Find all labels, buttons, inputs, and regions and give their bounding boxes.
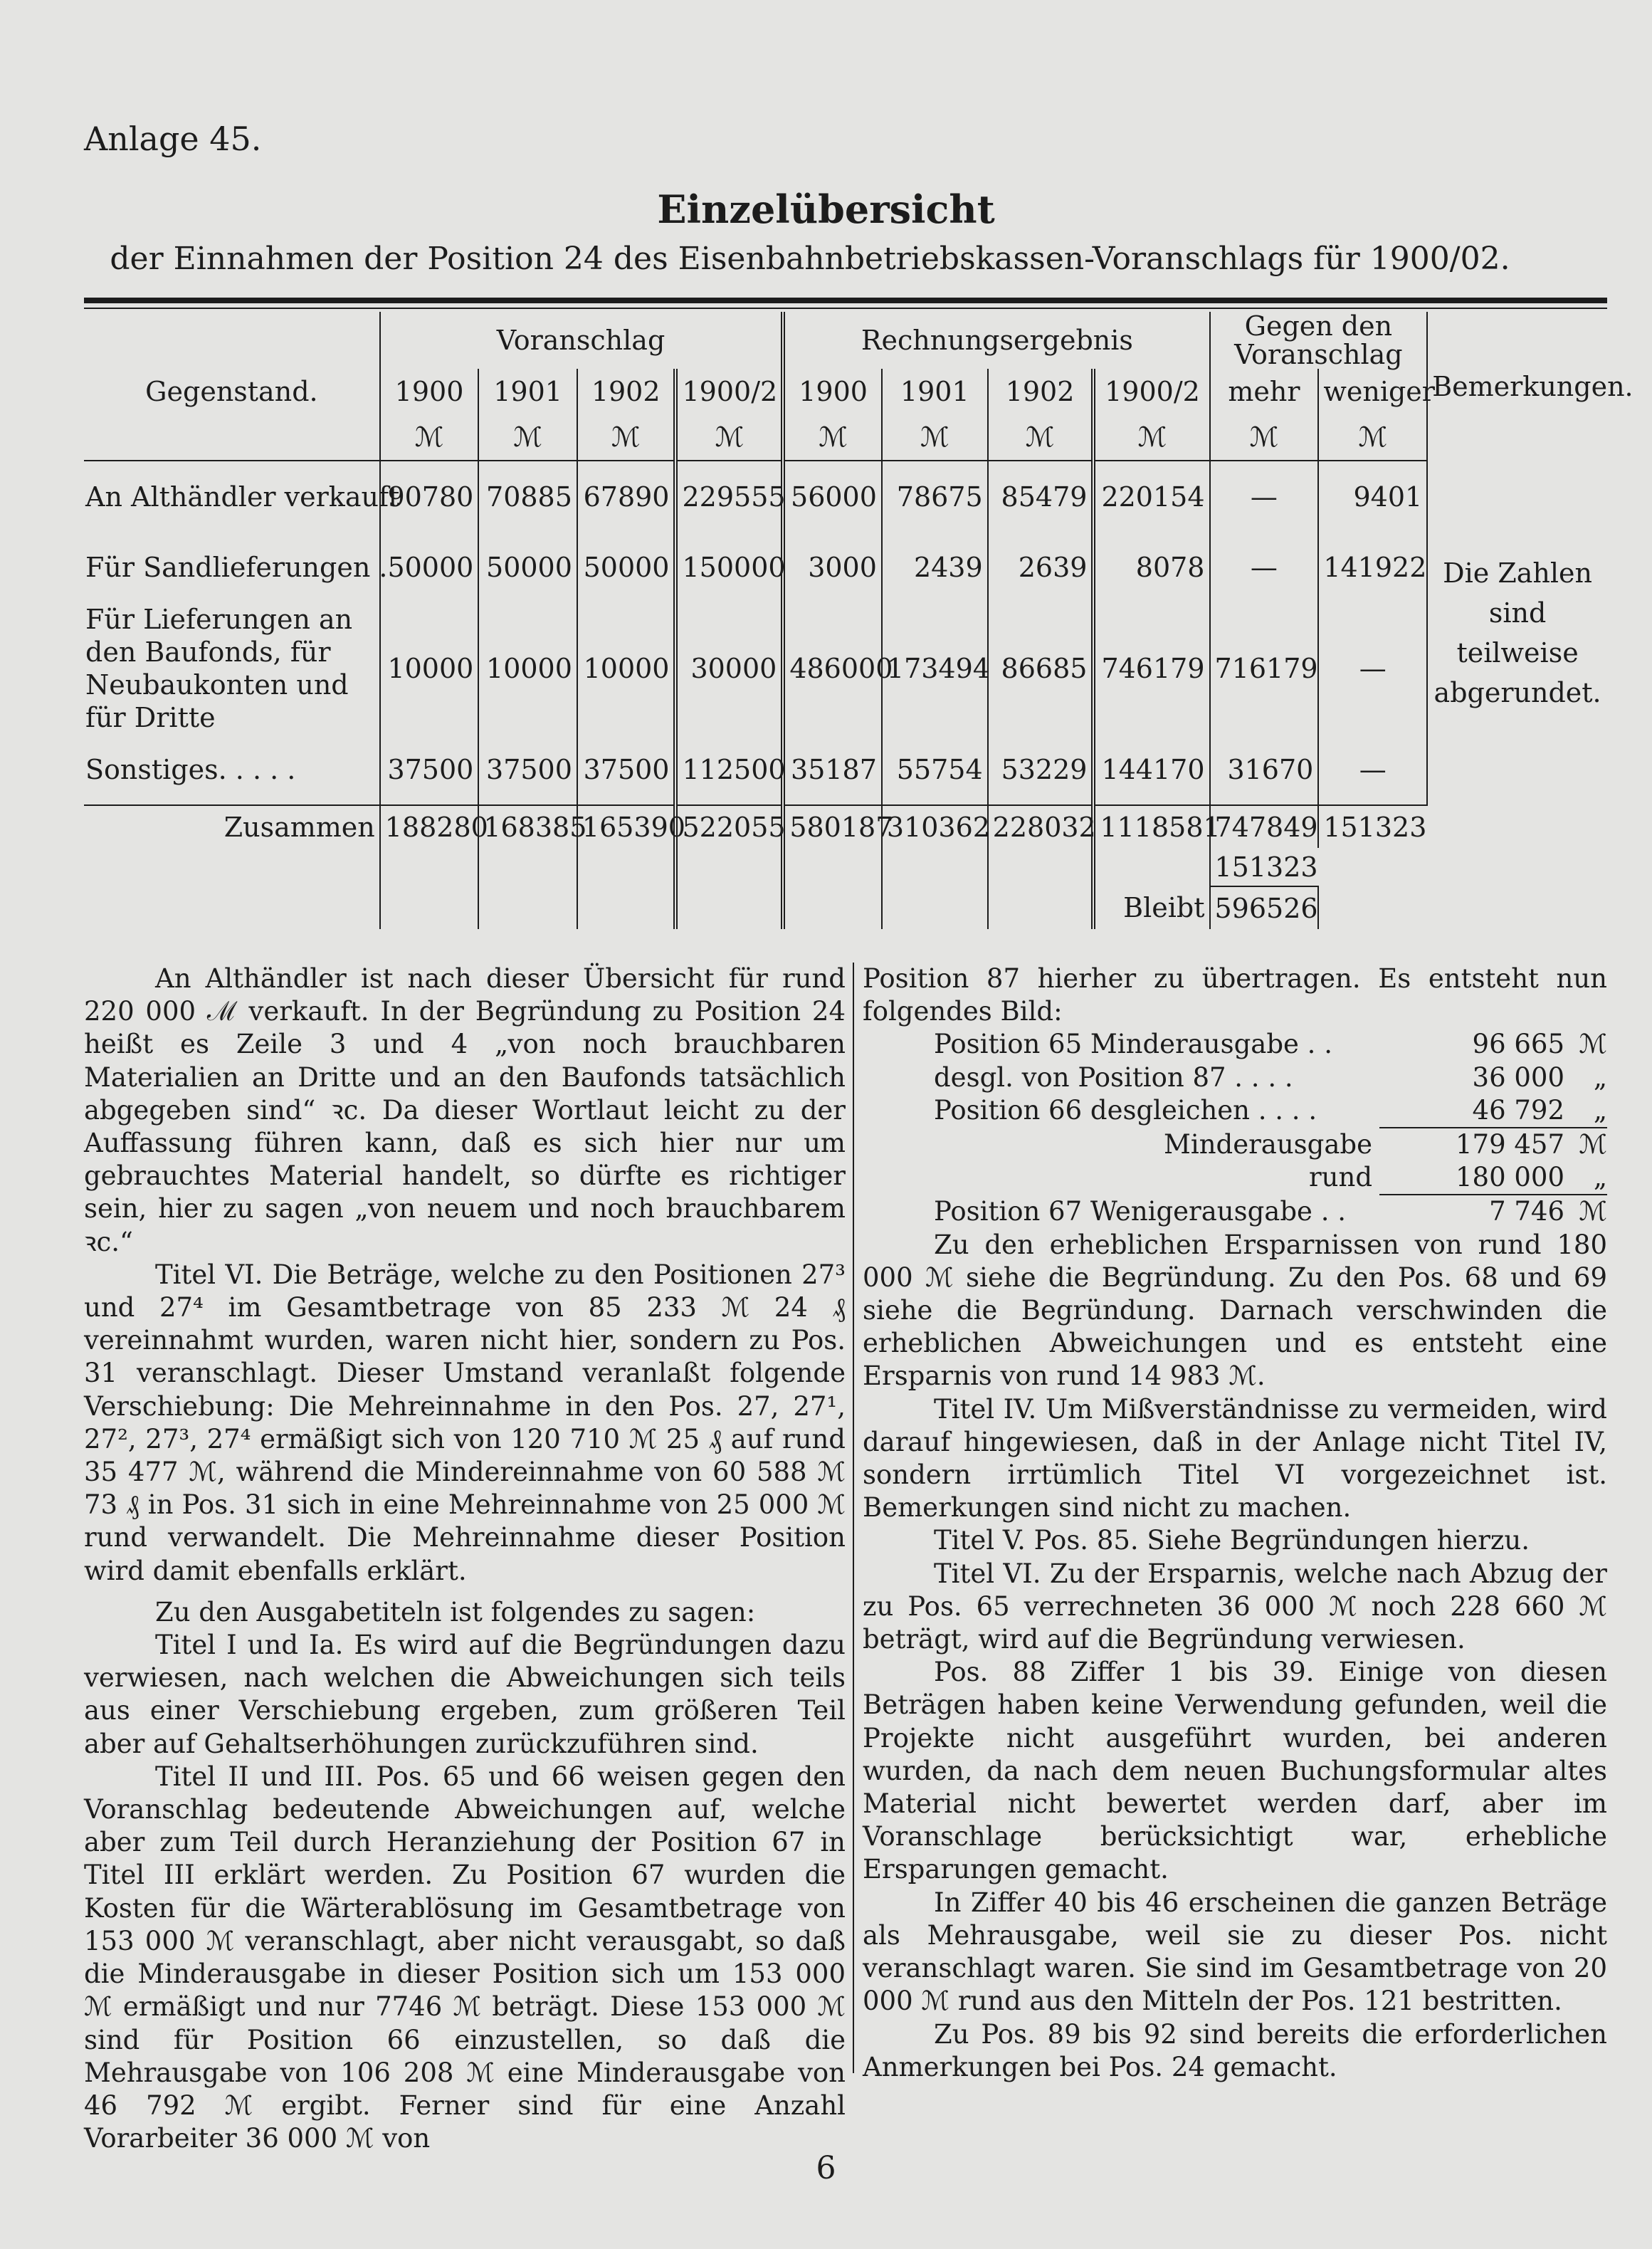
cell: 50000 bbox=[380, 532, 479, 603]
empty-cell bbox=[1093, 848, 1209, 886]
paragraph: Titel V. Pos. 85. Siehe Begründungen hierzu. bbox=[934, 1525, 1530, 1556]
group-budget-header: Voranschlag bbox=[380, 312, 784, 369]
calc-unit: ℳ bbox=[1579, 1129, 1607, 1160]
cell: 50000 bbox=[577, 532, 676, 603]
cell: 90780 bbox=[380, 461, 479, 532]
empty-cell bbox=[380, 848, 479, 886]
empty-cell bbox=[84, 886, 380, 929]
empty-cell bbox=[84, 848, 380, 886]
top-rule-thin bbox=[84, 308, 1607, 309]
empty-cell bbox=[577, 848, 676, 886]
col-remarks-header: Bemerkungen. bbox=[1427, 312, 1607, 461]
cell: 8078 bbox=[1093, 532, 1209, 603]
cell: 173494 bbox=[882, 603, 988, 734]
year-header: 1902 bbox=[577, 369, 676, 414]
row-label: Für Lieferungen an den Baufonds, für Neubaukonten und für Dritte bbox=[85, 604, 353, 733]
empty-cell bbox=[577, 886, 676, 929]
col-subject-header: Gegenstand. bbox=[145, 376, 318, 407]
calc-label: Position 65 Minderausgabe . . bbox=[934, 1029, 1332, 1060]
cell: 220154 bbox=[1093, 461, 1209, 532]
empty-cell bbox=[988, 848, 1094, 886]
cell: 3000 bbox=[783, 532, 882, 603]
calc-label: Minderausgabe bbox=[1163, 1129, 1372, 1160]
cell: 30000 bbox=[675, 603, 783, 734]
empty-cell bbox=[1318, 886, 1427, 929]
calc-unit: „ bbox=[1593, 1162, 1607, 1193]
total-cell: 168385 bbox=[478, 805, 577, 848]
total-row bbox=[84, 805, 1607, 848]
text-columns bbox=[84, 963, 1607, 2154]
total-cell: 1118581 bbox=[1093, 805, 1209, 848]
empty-cell bbox=[478, 848, 577, 886]
paragraph: An Althändler ist nach dieser Übersicht für rund 220 000 ℳ verkauft. In der Begründung zu Position 24 heißt es Zeile 3 und 4 „von noch brauchbaren Materialien an Dritte und an den Baufonds tatsächlich abgegeben sind“ ꝛc. Da dieser Wortlaut leicht zu der Auffassung führen kann, daß es sich hier nur um gebrauchtes Material handelt, so dürfte es richtiger sein, hier zu sagen „von neuem und noch brauchbarem ꝛc.“ bbox=[84, 963, 846, 1257]
empty-cell bbox=[1427, 886, 1607, 929]
empty-cell bbox=[1427, 805, 1607, 848]
table-row bbox=[84, 461, 1607, 532]
total-cell: 165390 bbox=[577, 805, 676, 848]
empty-cell bbox=[1318, 848, 1427, 886]
calc-value: 180 000 bbox=[1455, 1162, 1564, 1193]
remains-cell: 596526 bbox=[1210, 886, 1319, 929]
paragraph: Titel VI. Zu der Ersparnis, welche nach Abzug der zu Pos. 65 verrechneten 36 000 ℳ noch 228 660 ℳ beträgt, wird auf die Begründung verwiesen. bbox=[863, 1558, 1607, 1655]
total-cell: 228032 bbox=[988, 805, 1094, 848]
cell: 55754 bbox=[882, 734, 988, 805]
cell: 67890 bbox=[577, 461, 676, 532]
remains-row bbox=[84, 886, 1607, 929]
cell: 141922 bbox=[1318, 532, 1427, 603]
page-title: Einzelübersicht bbox=[657, 187, 995, 232]
year-header: 1900 bbox=[380, 369, 479, 414]
calc-unit: „ bbox=[1593, 1061, 1607, 1093]
page-subtitle: der Einnahmen der Position 24 des Eisenbahnbetriebskassen-Voranschlags für 1900/02. bbox=[110, 241, 1510, 277]
left-column bbox=[84, 963, 846, 2155]
total-cell: 522055 bbox=[675, 805, 783, 848]
cell: 716179 bbox=[1210, 603, 1319, 734]
column-divider bbox=[853, 963, 854, 2073]
calc-row bbox=[863, 1195, 1607, 1228]
table-row bbox=[84, 603, 1607, 734]
calc-row bbox=[863, 1161, 1607, 1194]
cell: 70885 bbox=[478, 461, 577, 532]
calc-unit: „ bbox=[1593, 1094, 1607, 1126]
cell: 37500 bbox=[380, 734, 479, 805]
calc-row bbox=[863, 1028, 1607, 1061]
cell: 37500 bbox=[577, 734, 676, 805]
cell: — bbox=[1318, 603, 1427, 734]
cell: 10000 bbox=[577, 603, 676, 734]
calc-row bbox=[863, 1128, 1607, 1161]
cell: 2439 bbox=[882, 532, 988, 603]
total-cell: 188280 bbox=[380, 805, 479, 848]
row-label: Für Sandlieferungen . bbox=[85, 552, 388, 583]
cell: 78675 bbox=[882, 461, 988, 532]
empty-cell bbox=[1427, 848, 1607, 886]
total-sub-row bbox=[84, 848, 1607, 886]
remains-label: Bleibt bbox=[1093, 886, 1209, 929]
cell: 229555 bbox=[675, 461, 783, 532]
paragraph: Titel VI. Die Beträge, welche zu den Positionen 27³ und 27⁴ im Gesamtbetrage von 85 233 ℳ 24 ₰ vereinnahmt wurden, waren nicht hier, sondern zu Pos. 31 veranschlagt. Dieser Umstand veranlaßt folgende Verschiebung: Die Mehreinnahme in den Pos. 27, 27¹, 27², 27³, 27⁴ ermäßigt sich von 120 710 ℳ 25 ₰ auf rund 35 477 ℳ, während die Mindereinnahme von 60 588 ℳ 73 ₰ in Pos. 31 sich in eine Mehreinnahme von 25 000 ℳ rund verwandelt. Die Mehreinnahme dieser Position wird damit ebenfalls erklärt. bbox=[84, 1259, 846, 1586]
paragraph: Pos. 88 Ziffer 1 bis 39. Einige von diesen Beträgen haben keine Verwendung gefunden, weil die Projekte nicht ausgeführt wurden, bei anderen wurden, da nach dem neuen Buchungsformular altes Material nicht bewertet werden darf, aber im Voranschlage berücksichtigt war, erhebliche Ersparungen gemacht. bbox=[863, 1657, 1607, 1885]
calc-row bbox=[863, 1094, 1607, 1127]
cell: 486000 bbox=[783, 603, 882, 734]
cell: — bbox=[1210, 532, 1319, 603]
empty-cell bbox=[988, 886, 1094, 929]
cell: 86685 bbox=[988, 603, 1094, 734]
cell: 50000 bbox=[478, 532, 577, 603]
calc-value: 36 000 bbox=[1472, 1061, 1564, 1093]
year-header: 1901 bbox=[882, 369, 988, 414]
remarks-cell: Die Zahlen sind teilweise abgerundet. bbox=[1427, 461, 1607, 805]
right-column bbox=[863, 963, 1607, 2084]
unit-spacer bbox=[84, 414, 380, 461]
calc-label: Position 67 Wenigerausgabe . . bbox=[934, 1196, 1346, 1227]
empty-cell bbox=[675, 848, 783, 886]
cell: 35187 bbox=[783, 734, 882, 805]
diff-more-header: mehr bbox=[1210, 369, 1319, 414]
cell: 150000 bbox=[675, 532, 783, 603]
row-label: An Althändler verkauft bbox=[85, 481, 400, 513]
paragraph: Titel II und III. Pos. 65 und 66 weisen gegen den Voranschlag bedeutende Abweichungen auf, welche aber zum Teil durch Heranziehung der Position 67 in Titel III erklärt werden. Zu Position 67 wurden die Kosten für die Wärterablösung im Gesamtbetrage von 153 000 ℳ veranschlagt, aber nicht verausgabt, so daß die Minderausgabe in dieser Position sich um 153 000 ℳ ermäßigt und nur 7746 ℳ beträgt. Diese 153 000 ℳ sind für Position 66 einzustellen, so daß die Mehrausgabe von 106 208 ℳ eine Minderausgabe von 46 792 ℳ ergibt. Ferner sind für eine Anzahl Vorarbeiter 36 000 ℳ von bbox=[84, 1761, 846, 2154]
cell: 31670 bbox=[1210, 734, 1319, 805]
paragraph: Zu den Ausgabetiteln ist folgendes zu sagen: bbox=[155, 1596, 756, 1627]
cell: 85479 bbox=[988, 461, 1094, 532]
group-result-header: Rechnungsergebnis bbox=[783, 312, 1209, 369]
unit-label: ℳ bbox=[882, 414, 988, 461]
total-cell: 580187 bbox=[783, 805, 882, 848]
page-number: 6 bbox=[816, 2150, 836, 2186]
top-rule bbox=[84, 298, 1607, 303]
cell: 37500 bbox=[478, 734, 577, 805]
group-diff-header: Gegen den Voranschlag bbox=[1210, 312, 1428, 369]
total-cell: 151323 bbox=[1318, 805, 1427, 848]
unit-label: ℳ bbox=[1093, 414, 1209, 461]
calc-value: 46 792 bbox=[1472, 1094, 1564, 1126]
cell: 112500 bbox=[675, 734, 783, 805]
empty-cell bbox=[675, 886, 783, 929]
unit-label: ℳ bbox=[1210, 414, 1319, 461]
paragraph: In Ziffer 40 bis 46 erscheinen die ganzen Beträge als Mehrausgabe, weil sie zu dieser Pos. nicht veranschlagt waren. Sie sind im Gesamtbetrage von 20 000 ℳ rund aus den Mitteln der Pos. 121 bestritten. bbox=[863, 1887, 1607, 2017]
cell: 53229 bbox=[988, 734, 1094, 805]
paragraph: Zu Pos. 89 bis 92 sind bereits die erforderlichen Anmerkungen bei Pos. 24 gemacht. bbox=[863, 2018, 1607, 2082]
empty-cell bbox=[783, 848, 882, 886]
empty-cell bbox=[478, 886, 577, 929]
calc-label: desgl. von Position 87 . . . . bbox=[934, 1061, 1293, 1093]
total-cell: 747849 bbox=[1210, 805, 1319, 848]
unit-label: ℳ bbox=[478, 414, 577, 461]
unit-label: ℳ bbox=[675, 414, 783, 461]
total-cell: 310362 bbox=[882, 805, 988, 848]
year-header: 1900 bbox=[783, 369, 882, 414]
total-subtract-cell: 151323 bbox=[1210, 848, 1319, 886]
year-header: 1901 bbox=[478, 369, 577, 414]
paragraph: Titel IV. Um Mißverständnisse zu vermeiden, wird darauf hingewiesen, daß in der Anlage nicht Titel IV, sondern irrtümlich Titel VI vorgezeichnet ist. Bemerkungen sind nicht zu machen. bbox=[863, 1393, 1607, 1524]
empty-cell bbox=[783, 886, 882, 929]
cell: — bbox=[1210, 461, 1319, 532]
paragraph: Position 87 hierher zu übertragen. Es entsteht nun folgendes Bild: bbox=[863, 963, 1607, 1027]
calc-value: 7 746 bbox=[1489, 1196, 1564, 1227]
year-header: 1902 bbox=[988, 369, 1094, 414]
calc-value: 179 457 bbox=[1455, 1129, 1564, 1160]
empty-cell bbox=[882, 848, 988, 886]
diff-less-header: weniger bbox=[1318, 369, 1427, 414]
calc-row bbox=[863, 1061, 1607, 1094]
table-row bbox=[84, 734, 1607, 805]
table-row bbox=[84, 532, 1607, 603]
empty-cell bbox=[882, 886, 988, 929]
annex-label: Anlage 45. bbox=[84, 120, 262, 158]
revenue-table bbox=[84, 310, 1633, 929]
cell: 2639 bbox=[988, 532, 1094, 603]
cell: 746179 bbox=[1093, 603, 1209, 734]
cell: 10000 bbox=[380, 603, 479, 734]
unit-label: ℳ bbox=[380, 414, 479, 461]
year-header: 1900/2 bbox=[1093, 369, 1209, 414]
total-label: Zusammen bbox=[223, 811, 375, 843]
unit-label: ℳ bbox=[783, 414, 882, 461]
row-label: Sonstiges. . . . . bbox=[84, 734, 380, 805]
calc-unit: ℳ bbox=[1579, 1029, 1607, 1060]
cell: 56000 bbox=[783, 461, 882, 532]
unit-label: ℳ bbox=[1318, 414, 1427, 461]
calc-label: Position 66 desgleichen . . . . bbox=[934, 1094, 1317, 1126]
cell: — bbox=[1318, 734, 1427, 805]
paragraph: Titel I und Ia. Es wird auf die Begründungen dazu verwiesen, nach welchen die Abweichungen sich teils aus einer Verschiebung ergeben, zum größeren Teil aber auf Gehaltserhöhungen zurückzuführen sind. bbox=[84, 1630, 846, 1759]
paragraph: Zu den erheblichen Ersparnissen von rund 180 000 ℳ siehe die Begründung. Zu den Pos. 68 und 69 siehe die Begründung. Darnach verschwinden die erheblichen Abweichungen und es entsteht eine Ersparnis von rund 14 983 ℳ. bbox=[863, 1229, 1607, 1392]
unit-label: ℳ bbox=[577, 414, 676, 461]
unit-label: ℳ bbox=[988, 414, 1094, 461]
calc-unit: ℳ bbox=[1579, 1196, 1607, 1227]
year-header: 1900/2 bbox=[675, 369, 783, 414]
empty-cell bbox=[380, 886, 479, 929]
calc-label: rund bbox=[1308, 1162, 1372, 1193]
cell: 9401 bbox=[1318, 461, 1427, 532]
cell: 144170 bbox=[1093, 734, 1209, 805]
cell: 10000 bbox=[478, 603, 577, 734]
calc-value: 96 665 bbox=[1472, 1029, 1564, 1060]
